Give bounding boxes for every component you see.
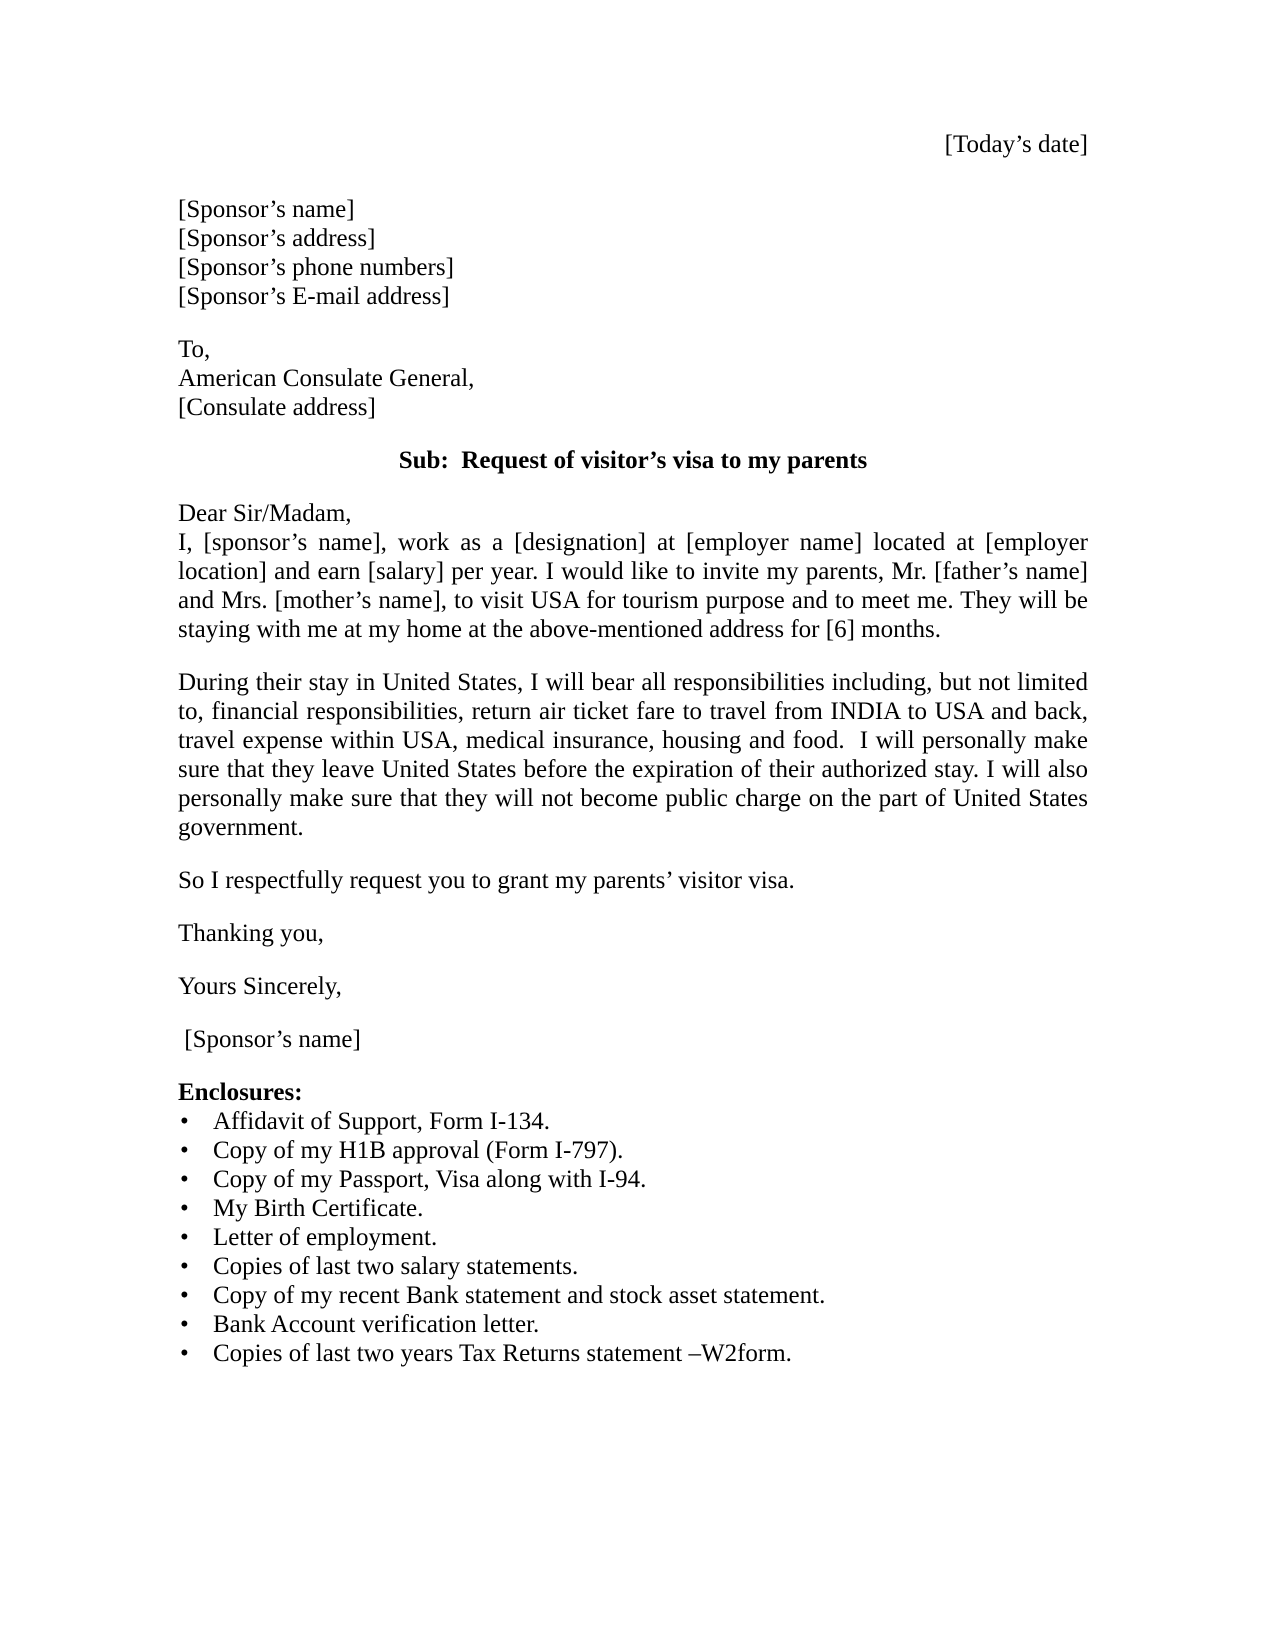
signature-name: [Sponsor’s name] <box>178 1026 361 1053</box>
enclosure-item: • Copies of last two years Tax Returns statement –W2form. <box>178 1339 1088 1368</box>
sponsor-email-line: [Sponsor’s E-mail address] <box>178 283 450 310</box>
body-paragraph-3: So I respectfully request you to grant my parents’ visitor visa. <box>178 867 795 894</box>
recipient-consulate-line: American Consulate General, <box>178 365 475 392</box>
closing-thanking: Thanking you, <box>178 920 324 947</box>
recipient-to-line: To, <box>178 336 211 363</box>
salutation: Dear Sir/Madam, <box>178 500 352 527</box>
sponsor-name-line: [Sponsor’s name] <box>178 196 355 223</box>
recipient-block <box>178 335 1088 422</box>
enclosures-list <box>178 1107 1088 1368</box>
enclosure-item: • Bank Account verification letter. <box>178 1310 1088 1339</box>
enclosure-item: • Copy of my H1B approval (Form I-797). <box>178 1136 1088 1165</box>
enclosure-item: • Affidavit of Support, Form I-134. <box>178 1107 1088 1136</box>
letter-body <box>178 499 1095 895</box>
enclosure-item: • Copy of my Passport, Visa along with I-94. <box>178 1165 1088 1194</box>
closing-sincerely: Yours Sincerely, <box>178 973 342 1000</box>
sponsor-address-line: [Sponsor’s address] <box>178 225 376 252</box>
enclosure-item: • Letter of employment. <box>178 1223 1088 1252</box>
recipient-address-line: [Consulate address] <box>178 394 376 421</box>
date-line: [Today’s date] <box>944 131 1088 158</box>
sponsor-address-block <box>178 195 1088 311</box>
body-paragraph-1: I, [sponsor’s name], work as a [designation] at [employer name] located at [employer location] and earn [salary] per year. I would like to invite my parents, Mr. [father’s name] and Mrs. [mother’s name], to visit USA for tourism purpose and to meet me. They will be staying with me at my home at the above-mentioned address for [6] months. <box>178 529 1095 643</box>
enclosures-heading: Enclosures: <box>178 1079 303 1106</box>
subject-line: Sub: Request of visitor’s visa to my parents <box>398 447 868 474</box>
sponsor-phone-line: [Sponsor’s phone numbers] <box>178 254 454 281</box>
enclosure-item: • My Birth Certificate. <box>178 1194 1088 1223</box>
body-paragraph-2: During their stay in United States, I will bear all responsibilities including, but not limited to, financial responsibilities, return air ticket fare to travel from INDIA to USA and back, travel expense within USA, medical insurance, housing and food. I will personally make sure that they leave United States before the expiration of their authorized stay. I will also personally make sure that they will not become public charge on the part of United States government. <box>178 669 1095 841</box>
enclosure-item: • Copy of my recent Bank statement and stock asset statement. <box>178 1281 1088 1310</box>
enclosure-item: • Copies of last two salary statements. <box>178 1252 1088 1281</box>
